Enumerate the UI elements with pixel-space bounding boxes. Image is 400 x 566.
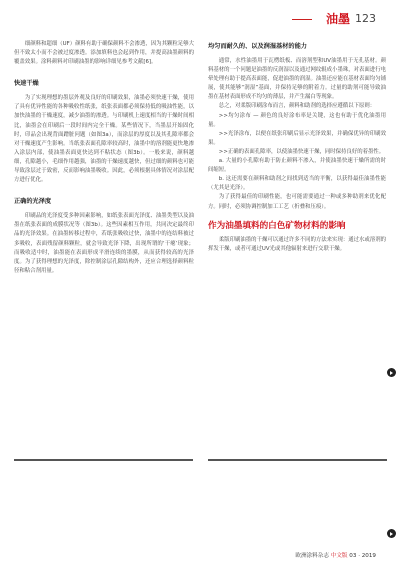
quick-dry-heading: 快速干燥 xyxy=(14,80,39,88)
section-title: 油墨 xyxy=(325,12,350,26)
right-column xyxy=(208,40,386,254)
header-rule xyxy=(292,19,312,20)
continue-arrow-icon xyxy=(387,368,396,377)
abrasion-heading: 均匀而耐久的、以及润湿基材的能力 xyxy=(208,43,307,50)
page-footer xyxy=(295,551,376,559)
feature-paragraph: 柔版印刷油墨的干燥可以通过许多不同的方法来实现：通过水或溶剂的挥发干燥，或者可通过UV光或其他辐射来进行交联干燥。 xyxy=(208,236,386,252)
abrasion-point-b: b. 这还需要在颜料和助剂之间找到适当的平衡，以获得最佳油墨性能（尤其是光泽）。 xyxy=(208,176,386,192)
left-column xyxy=(14,40,194,276)
abrasion-bullet-3: >>正确的表面孔隙率，以使油墨快速干燥，同时保持良好的着墨性。 xyxy=(218,148,385,155)
footer-issue: 03 · 2019 xyxy=(349,553,376,559)
abrasion-point-a: a. 大量的小孔隙有助于防止颜料不渗入，并使油墨快速干燥所需的时间缩短。 xyxy=(208,158,386,174)
page-header xyxy=(0,10,400,30)
abrasion-paragraph-1: 通常，水性油墨用于瓦楞纸板、而溶剂型和UV油墨用于无孔基材。颜料基材的一个问题是油墨的反润湿以及通过网纹辊成小墨珠，对表面进行电晕处理有助于提高表面能，促进油墨的润湿。油墨还应能在基材表面均匀铺展，使其能够“润湿”基面，并保持足够的附着力。过量的助剂可能导致油墨在基材表面形成不均匀的薄层，并产生漏白等现象。 xyxy=(208,58,386,101)
footer-publication: 欧洲涂料杂志 xyxy=(295,553,329,559)
intro-paragraph: 细颜料和超细（UF）颜料有助于确保颜料不会渗透，因为其颗粒足够大但不致太小而不会被过度渗透。添加填料也会起到作用，并提高油墨颜料的覆盖效果。涂料颜料对印刷油墨的影响详细见参考文献[6]。 xyxy=(14,41,194,66)
gloss-heading: 正确的光泽度 xyxy=(14,198,52,206)
quick-dry-paragraph: 为了实现理想的墨层外观及良好的印刷效果，油墨必须快速干燥，使用了具有优异性能的各种吸收性纸张，纸张表面都必须保持低的吸油性能，以加快油墨的干燥速度，减少油墨的渗透。与印刷机上速度相当的干燥时间相比，油墨会在印刷后一段时间内完全干燥。某些情况下，当墨层开始固化时，印品会出现背面蹭脏问题（如图3a），而涂层的厚度以及其孔隙率都会对干燥速度产生影响。当纸张表面孔隙率较高时，油墨中的溶剂能更快地渗入涂层内部，使油墨表面更快达到不粘状态（图3b）。一般来说，颜料越细，孔隙越小，毛细作用越强，油墨的干燥速度越快，但过细的颜料也可能导致涂层过于致密，反而影响油墨吸收。因此，必须根据具体情况对涂层配方进行优化。 xyxy=(14,95,194,184)
abrasion-bullet-1: >>均匀涂布 — 颜色的良好涂布率是关键，这也有助于优化油墨用量。 xyxy=(208,112,386,128)
left-column-rule xyxy=(14,459,193,461)
abrasion-bullet-2: >>光泽涂布，以便在纸张印刷后显示光泽效果，并确保优异的印刷效果。 xyxy=(208,130,386,146)
continue-arrow-icon-bottom xyxy=(387,529,396,538)
abrasion-paragraph-2: 总之，对柔版印刷涂布而言，颜料和助剂的选择应遵循以下原则： xyxy=(218,103,376,110)
gloss-paragraph: 印刷品的光泽度受多种因素影响，如纸张表面光泽度、油墨类型以及油墨在纸张表面的成膜状况等（图3b）。这些因素相互作用，共同决定最终印品的光泽效果。在油墨转移过程中，若纸张吸收过快，油墨中的连结料被过多吸收，表面残留颜料颗粒，就会导致光泽下降，出现所谓的‘干瘪’现象；而吸收适中时，油墨能在表面形成平滑连续的墨膜，从而获得较高的光泽度。为了获得理想的光泽度，除控制涂层孔隙结构外，还应合理选择颜料粒径和粘合剂用量。 xyxy=(14,213,194,274)
page-number: 123 xyxy=(355,12,376,25)
footer-edition: 中文版 xyxy=(330,553,348,559)
right-column-rule xyxy=(208,459,387,461)
feature-heading: 作为油墨填料的白色矿物材料的影响 xyxy=(208,220,346,231)
abrasion-paragraph-3: 为了获得最佳的印刷性能，也可能需要通过一种或多种助剂来优化配方。同时，必须协调控制加工工艺（折叠和压痕）。 xyxy=(208,194,386,210)
